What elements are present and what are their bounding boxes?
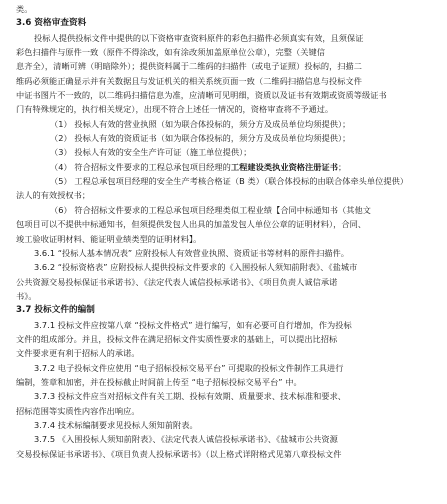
text-line: （5） 工程总承包项目经理的安全生产考核合格证（B 类）（联合体投标的由联合体牵头单位提供） — [50, 176, 409, 187]
text-line: 文件要求更有利于招标人的承诺。 — [16, 348, 140, 359]
text-line: （1） 投标人有效的营业执照（如为联合体投标的，须分方及成员单位均须提供）； — [50, 118, 351, 129]
text-line: 3.7.1 投标文件应按第八章 “投标文件格式” 进行编写，如有必要可自行增加，作为投标 — [34, 319, 352, 330]
text-line: 书》。 — [16, 290, 37, 301]
text-line: 交易投标保证书承诺书》、《项目负责人投标承诺书》（以上格式详附格式见第八章投标文件 — [16, 448, 342, 459]
text-line — [16, 475, 433, 489]
text-line: （3） 投标人有效的安全生产许可证（施工单位提供）； — [50, 147, 252, 158]
emphasis-text: 工程建设类执业资格注册证书 — [230, 161, 338, 172]
text-line: 3.7.2 电子投标文件应使用 “电子招标投标交易平台” 可提取的投标文件制作工具进行 — [34, 362, 344, 373]
text-line: 类。 — [16, 4, 33, 14]
text-line — [16, 461, 433, 475]
text-line: （4） 符合招标文件要求的工程总承包项目经理的工程建设类执业资格注册证书； — [50, 161, 347, 172]
text-line: 招标范围等实质性内容作出响应。 — [16, 405, 140, 416]
text-line: 彩色扫描件与原件一致（原件不得涂改，如有涂改须加盖原单位公章），完整（关键信 — [16, 47, 325, 58]
text-line: 法人的有效授权书； — [16, 190, 91, 201]
section-heading: 3.7 投标文件的编制 — [16, 305, 95, 316]
text-line: 3.7.3 投标文件应当对招标文件有关工期、投标有效期、质量要求、技术标准和要求、 — [34, 391, 347, 402]
text-line: 门有特殊规定的，执行相关规定），出现不符合上述任一情况的，资格审查将不予通过。 — [16, 104, 334, 115]
text-line: 3.6.1 “投标人基本情况表” 应附投标人有效营业执照、资质证书等材料的原件扫描件。 — [34, 247, 350, 258]
text-line: 包项目可以不提供中标通知书，但须提供发包人出具的加盖发包人单位公章的证明材料），合同、 — [16, 219, 367, 230]
text-line: 中证书图片不一致的，以二维码扫描信息为准，应清晰可见明细，资质以及证书有效期或资质等级证书 — [16, 90, 387, 101]
text-line: （6） 符合招标文件要求的工程总承包项目经理类似工程业绩【合同中标通知书（其他文 — [50, 204, 371, 215]
text-line: 公共资源交易投标保证书承诺书》、《法定代表人诚信投标承诺书》、《项目负责人诚信承诺 — [16, 276, 338, 287]
text-line: 维码必须能正确显示并有关数据且与发证机关的相关系统页面一致（二维码扫描信息与投标文件 — [16, 75, 362, 86]
text-line: 编制，签章和加密，并在投标截止时间前上传至 “电子招标投标交易平台” 中。 — [16, 376, 302, 387]
text-line: 文件的组成部分。并且，投标文件在满足招标文件实质性要求的基础上，可以提出比招标 — [16, 333, 338, 344]
text-line: 3.7.4 技术标编制要求见投标人须知前附表。 — [34, 419, 198, 430]
text-line: 息齐全），清晰可辨（明暗除外）；提供资料属于二维码的扫描件（或电子证照）投标的，扫描二 — [16, 61, 363, 72]
text-line: 3.7.5 《入围投标人须知前附表》、《法定代表人诚信投标承诺书》、《盐城市公共资源 — [34, 434, 338, 445]
text-line: （2） 投标人有效的资质证书（如为联合体投标的，须分方及成员单位均须提供）； — [50, 133, 351, 144]
text-line: 投标人提供投标文件中提供的以下资格审查资料原件的彩色扫描件必须真实有效，且须保证 — [34, 32, 364, 43]
text-line: 3.6.2 “投标资格表” 应附投标人提供投标文件要求的《入围投标人须知前附表》、《盐城市 — [34, 262, 358, 273]
text-line: 竣工验收证明材料、能证明业绩类型的证明材料】。 — [16, 233, 202, 244]
section-heading: 3.6 资格审查资料 — [16, 18, 87, 29]
